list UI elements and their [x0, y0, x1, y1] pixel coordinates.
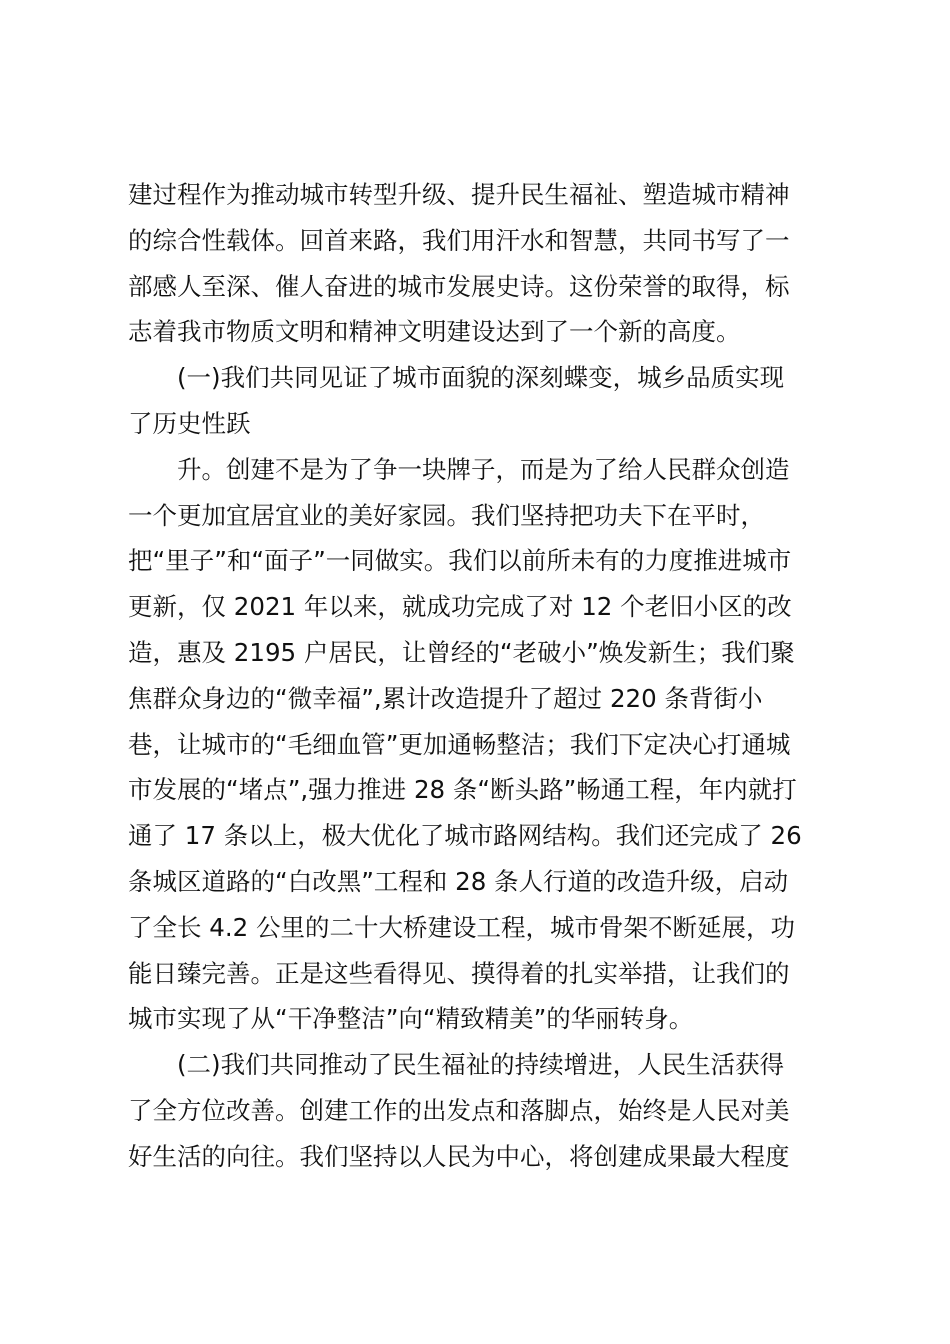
text-line: 好生活的向往。我们坚持以人民为中心，将创建成果最大程度 [128, 1141, 790, 1171]
text-line: 通了 17 条以上，极大优化了城市路网结构。我们还完成了 26 [128, 821, 802, 851]
section-heading-line: (二)我们共同推动了民生福祉的持续增进，人民生活获得 [177, 1050, 785, 1080]
text-line: 的综合性载体。回首来路，我们用汗水和智慧，共同书写了一 [128, 225, 790, 255]
text-line: 了全方位改善。创建工作的出发点和落脚点，始终是人民对美 [128, 1095, 790, 1125]
text-line: 焦群众身边的“微幸福”,累计改造提升了超过 220 条背街小 [128, 683, 763, 713]
text-line: 升。创建不是为了争一块牌子，而是为了给人民群众创造 [177, 454, 790, 484]
text-line: 城市实现了从“干净整洁”向“精致精美”的华丽转身。 [128, 1004, 694, 1034]
text-line: 把“里子”和“面子”一同做实。我们以前所未有的力度推进城市 [128, 546, 792, 576]
section-heading-line: (一)我们共同见证了城市面貌的深刻蝶变，城乡品质实现 [177, 363, 785, 393]
text-line: 一个更加宜居宜业的美好家园。我们坚持把功夫下在平时， [128, 500, 765, 530]
text-line: 造，惠及 2195 户居民，让曾经的“老破小”焕发新生；我们聚 [128, 637, 795, 667]
section-heading-line: 了历史性跃 [128, 408, 251, 438]
text-line: 志着我市物质文明和精神文明建设达到了一个新的高度。 [128, 317, 741, 347]
text-line: 建过程作为推动城市转型升级、提升民生福祉、塑造城市精神 [128, 180, 790, 209]
text-line: 更新，仅 2021 年以来，就成功完成了对 12 个老旧小区的改 [128, 592, 792, 622]
body-text [128, 172, 820, 1180]
text-line: 条城区道路的“白改黑”工程和 28 条人行道的改造升级，启动 [128, 866, 789, 896]
text-line: 市发展的“堵点”,强力推进 28 条“断头路”畅通工程，年内就打 [128, 775, 797, 805]
text-line: 巷，让城市的“毛细血管”更加通畅整洁；我们下定决心打通城 [128, 729, 791, 759]
text-line: 了全长 4.2 公里的二十大桥建设工程，城市骨架不断延展，功 [128, 912, 796, 942]
text-line: 能日臻完善。正是这些看得见、摸得着的扎实举措，让我们的 [128, 958, 790, 988]
text-line: 部感人至深、催人奋进的城市发展史诗。这份荣誉的取得，标 [128, 271, 790, 301]
